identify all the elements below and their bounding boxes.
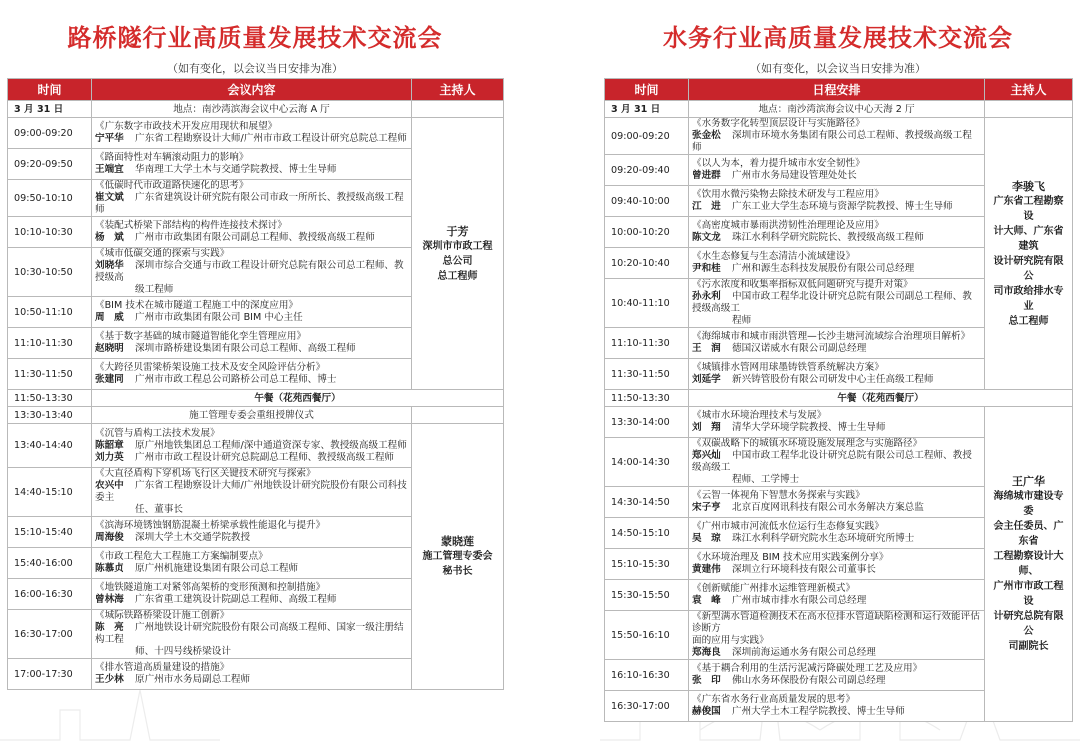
- speaker-desc: 深圳市路桥建设集团有限公司总工程师、高级工程师: [135, 343, 356, 354]
- session-time: 15:30-15:50: [605, 580, 689, 611]
- speaker-line: [95, 452, 408, 464]
- left-agenda-table: [7, 78, 504, 690]
- date-row: [8, 101, 504, 118]
- speaker-name: 曾进群: [692, 170, 721, 181]
- session-time: 09:20-09:40: [605, 155, 689, 186]
- speaker-name: 江 进: [692, 201, 721, 212]
- speaker-line: [95, 133, 408, 145]
- speaker-desc: 北京百度网讯科技有限公司水务解决方案总监: [732, 502, 924, 513]
- session-time: 10:30-10:50: [8, 248, 92, 297]
- session-time: 15:50-16:10: [605, 611, 689, 660]
- host-blank-cell: [985, 101, 1073, 118]
- host-title-line: 会主任委员、广东省: [993, 521, 1064, 547]
- session-title: 《沉管与盾构工法技术发展》: [95, 427, 220, 439]
- host-title-line: 总工程师: [1008, 315, 1049, 327]
- host-title-line: 司市政给排水专业: [993, 285, 1064, 312]
- session-time: 09:40-10:00: [605, 186, 689, 217]
- speaker-desc: 广东省工程勘察设计大师/广州地铁设计研究院股份有限公司科技委主: [95, 480, 407, 503]
- host-cell-afternoon: [985, 407, 1073, 722]
- speaker-line: [95, 504, 408, 516]
- session-title: 《创新赋能广州排水运维管理新模式》: [692, 583, 856, 594]
- venue-cell: 地点：南沙湾滨海会议中心天海 2 厅: [689, 101, 985, 118]
- speaker-line: [692, 263, 981, 275]
- speaker-line: [692, 635, 981, 647]
- session-title: 《饮用水微污染物去除技术研发与工程应用》: [692, 189, 884, 200]
- session-title: 《大直径盾构下穿机场飞行区关键技术研究与探索》: [95, 468, 316, 479]
- speaker-name: 赫俊国: [692, 706, 721, 717]
- host-title-line: 计大师、广东省建筑: [993, 225, 1064, 252]
- session-time: 10:00-10:20: [605, 217, 689, 248]
- session-title: 《市政工程危大工程施工方案编制要点》: [95, 551, 268, 562]
- speaker-name: 郑兴灿: [692, 450, 721, 461]
- session-time: 16:30-17:00: [605, 691, 689, 722]
- session-content: [689, 487, 985, 518]
- speaker-line: [95, 563, 408, 575]
- session-content: [689, 217, 985, 248]
- speaker-desc: 广州和源生态科技发展股份有限公司总经理: [732, 263, 915, 274]
- speaker-line: [692, 474, 981, 486]
- speaker-desc: 深圳前海运通水务有限公司总经理: [732, 647, 876, 658]
- speaker-desc: 深圳市综合交通与市政工程设计研究总院有限公司总工程师、教授级高: [95, 260, 404, 283]
- date-cell: 3 月 31 日: [605, 101, 689, 118]
- host-name: 蒙晓莲: [441, 535, 474, 548]
- session-content: [92, 579, 412, 610]
- speaker-line: [692, 291, 981, 315]
- left-agenda-panel: [7, 0, 503, 690]
- speaker-name: 吴 琼: [692, 533, 721, 544]
- session-title: 《大跨径贝雷梁桥架设施工技术及安全风险评估分析》: [95, 362, 326, 373]
- session-content: [92, 149, 412, 180]
- session-title: 《以人为本，着力提升城市水安全韧性》: [692, 158, 865, 169]
- speaker-desc: 程师、工学博士: [732, 474, 800, 485]
- speaker-name: 陈 亮: [95, 622, 124, 633]
- speaker-name: 刘 翔: [692, 422, 721, 433]
- speaker-desc: 广州市市政工程总公司路桥公司总工程师、博士: [135, 374, 337, 385]
- speaker-desc: 德国汉诺威水有限公司副总经理: [732, 343, 867, 354]
- speaker-name: 王端宜: [95, 164, 124, 175]
- session-time: 09:50-10:10: [8, 180, 92, 217]
- header-content: 会议内容: [92, 79, 412, 101]
- session-time: 15:40-16:00: [8, 548, 92, 579]
- speaker-line: [692, 647, 981, 659]
- session-title: 《新型满水管道检测技术在高水位排水管道缺陷检测和运行效能评估诊断方: [692, 611, 980, 634]
- ceremony-row: [8, 407, 504, 424]
- right-conference-title: 水务行业高质量发展技术交流会: [663, 24, 1013, 52]
- speaker-line: [692, 343, 981, 355]
- speaker-desc: 中国市政工程华北设计研究总院有限公司副总工程师、教授级高级工: [692, 291, 972, 314]
- speaker-desc: 广东省重工建筑设计院副总工程师、高级工程师: [135, 594, 337, 605]
- session-time: 11:10-11:30: [8, 328, 92, 359]
- speaker-desc: 任、董事长: [135, 504, 183, 515]
- session-content: [92, 180, 412, 217]
- host-name: 王广华: [1012, 475, 1045, 488]
- speaker-name: 曾林海: [95, 594, 124, 605]
- host-title-line: 设计研究院有限公: [993, 255, 1064, 282]
- session-time: 09:00-09:20: [8, 118, 92, 149]
- speaker-desc: 师、十四号线桥梁设计: [135, 646, 231, 657]
- speaker-desc: 广州市城市排水有限公司总经理: [732, 595, 867, 606]
- speaker-desc: 广州市水务局建设管理处处长: [732, 170, 857, 181]
- session-content: [689, 691, 985, 722]
- speaker-name: 陈慕贞: [95, 563, 124, 574]
- session-content: [689, 407, 985, 438]
- speaker-desc: 广东省建筑设计研究院有限公司市政一所所长、教授级高级工程师: [95, 192, 404, 215]
- host-blank-cell: [412, 101, 504, 118]
- header-host: 主持人: [985, 79, 1073, 101]
- ceremony-cell: 施工管理专委会重组授牌仪式: [92, 407, 412, 424]
- session-content: [689, 186, 985, 217]
- session-content: [689, 580, 985, 611]
- speaker-desc: 中国市政工程华北设计研究总院有限公司总工程师、教授级高级工: [692, 450, 972, 473]
- session-title: 《广东省水务行业高质量发展的思考》: [692, 694, 856, 705]
- session-time: 16:10-16:30: [605, 660, 689, 691]
- speaker-line: [692, 595, 981, 607]
- speaker-name: 赵晓明: [95, 343, 124, 354]
- speaker-desc: 广州市市政集团有限公司 BIM 中心主任: [135, 312, 303, 323]
- session-title: 《低碳时代市政道路快速化的思考》: [95, 180, 249, 191]
- session-title: 《高密度城市暴雨洪涝韧性治理理论及应用》: [692, 220, 884, 231]
- session-title: 《海绵城市和城市雨洪管理—长沙圭塘河流域综合治理项目解析》: [692, 331, 971, 342]
- speaker-desc: 广东省工程勘察设计大师/广州市市政工程设计研究总院总工程师: [135, 133, 407, 144]
- speaker-line: [95, 232, 408, 244]
- speaker-desc: 华南理工大学土木与交通学院教授、博士生导师: [135, 164, 337, 175]
- session-content: [689, 248, 985, 279]
- session-time: 11:30-11:50: [605, 359, 689, 390]
- header-schedule: 日程安排: [689, 79, 985, 101]
- speaker-line: [692, 130, 981, 154]
- session-content: [92, 359, 412, 390]
- speaker-line: [692, 564, 981, 576]
- session-time: 15:10-15:30: [605, 549, 689, 580]
- session-content: [689, 155, 985, 186]
- right-agenda-table: [604, 78, 1073, 722]
- session-content: [689, 611, 985, 660]
- session-title: 《城市低碳交通的探索与实践》: [95, 248, 230, 259]
- host-cell-morning: [985, 118, 1073, 390]
- host-title-line: 施工管理专委会: [422, 551, 493, 562]
- lunch-time: 11:50-13:30: [605, 390, 689, 407]
- table-row: [8, 118, 504, 149]
- table-row: [605, 118, 1073, 155]
- speaker-line: [95, 480, 408, 504]
- session-title: 《水环境治理及 BIM 技术应用实践案例分享》: [692, 552, 889, 563]
- speaker-name: 孙永利: [692, 291, 721, 302]
- speaker-line: [95, 594, 408, 606]
- speaker-desc: 原广州地铁集团总工程师/深中通道资深专家、教授级高级工程师: [135, 439, 407, 451]
- speaker-line: [692, 450, 981, 474]
- speaker-desc: 佛山水务环保股份有限公司副总经理: [732, 675, 886, 686]
- speaker-desc: 珠江水利科学研究院水生态环境研究所博士: [732, 533, 915, 544]
- session-title: 《城际铁路桥梁设计施工创新》: [95, 610, 230, 621]
- session-time: 10:40-11:10: [605, 279, 689, 328]
- speaker-line: [95, 260, 408, 284]
- host-title-line: 工程勘察设计大师、: [993, 551, 1064, 577]
- speaker-line: [95, 343, 408, 355]
- speaker-line: [95, 192, 408, 216]
- host-title-line: 海绵城市建设专委: [993, 491, 1064, 517]
- session-title: 《地铁隧道施工对紧邻高架桥的变形预测和控制措施》: [95, 582, 326, 593]
- speaker-name: 陈文龙: [692, 232, 721, 243]
- host-title-line: 总工程师: [437, 270, 478, 282]
- host-title-line: 计研究总院有限公: [993, 611, 1064, 637]
- speaker-desc: 广东工业大学生态环境与资源学院教授、博士生导师: [732, 201, 953, 212]
- speaker-line: [692, 232, 981, 244]
- session-content: [92, 248, 412, 297]
- speaker-desc: 原广州机施建设集团有限公司总工程师: [135, 563, 299, 574]
- session-time: 16:00-16:30: [8, 579, 92, 610]
- speaker-line: [692, 422, 981, 434]
- speaker-name: 刘晓华: [95, 260, 124, 271]
- session-content: [92, 297, 412, 328]
- ceremony-time: 13:30-13:40: [8, 407, 92, 424]
- speaker-name: 杨 斌: [95, 232, 124, 243]
- session-content: [689, 518, 985, 549]
- speaker-desc: 深圳大学土木交通学院教授: [135, 532, 251, 543]
- host-blank-cell: [412, 407, 504, 424]
- host-title-line: 广东省工程勘察设: [993, 195, 1064, 222]
- session-content: [92, 517, 412, 548]
- session-content: [92, 424, 412, 468]
- speaker-desc: 广州市市政工程设计研究总院副总工程师、教授级高级工程师: [135, 451, 395, 463]
- speaker-desc: 深圳立行环境科技有限公司董事长: [732, 564, 876, 575]
- session-time: 10:50-11:10: [8, 297, 92, 328]
- session-content: [92, 217, 412, 248]
- session-content: [689, 279, 985, 328]
- speaker-name: 周海俊: [95, 532, 124, 543]
- speaker-line: [95, 284, 408, 296]
- speaker-name: 王 润: [692, 343, 721, 354]
- lunch-row: [605, 390, 1073, 407]
- speaker-line: [692, 533, 981, 545]
- session-title: 《城市水环境治理技术与发展》: [692, 410, 827, 421]
- speaker-name: 周 威: [95, 312, 124, 323]
- date-cell: 3 月 31 日: [8, 101, 92, 118]
- session-time: 17:00-17:30: [8, 659, 92, 690]
- date-row: [605, 101, 1073, 118]
- speaker-desc: 原广州市水务局副总工程师: [135, 674, 251, 685]
- speaker-name: 郑海良: [692, 647, 721, 658]
- speaker-name: 宋子亨: [692, 502, 721, 513]
- speaker-line: [692, 706, 981, 718]
- speaker-line: [692, 675, 981, 687]
- left-conference-subtitle: （如有变化，以会议当日安排为准）: [167, 62, 343, 75]
- table-header-row: [605, 79, 1073, 101]
- host-title-line: 广州市市政工程设: [993, 581, 1064, 607]
- session-title: 《城镇排水管网用球墨铸铁管系统解决方案》: [692, 362, 884, 373]
- session-title: 《水务数字化转型顶层设计与实施路径》: [692, 118, 865, 129]
- host-name: 于芳: [446, 224, 469, 238]
- speaker-desc: 广州地铁设计研究院股份有限公司高级工程师、国家一级注册结构工程: [95, 622, 404, 645]
- session-time: 09:20-09:50: [8, 149, 92, 180]
- session-time: 14:50-15:10: [605, 518, 689, 549]
- session-time: 10:20-10:40: [605, 248, 689, 279]
- session-title: 《水生态修复与生态清洁小流域建设》: [692, 251, 856, 262]
- venue-cell: 地点：南沙湾滨海会议中心云海 A 厅: [92, 101, 412, 118]
- speaker-desc: 深圳市环境水务集团有限公司总工程师、教授级高级工程师: [692, 130, 972, 153]
- host-title-line: 总公司: [442, 255, 473, 267]
- speaker-line: [95, 440, 408, 452]
- session-title: 《路面特性对车辆滚动阻力的影响》: [95, 152, 249, 163]
- speaker-line: [95, 646, 408, 658]
- lunch-row: [8, 390, 504, 407]
- speaker-line: [692, 374, 981, 386]
- session-title: 《基于耦合利用的生活污泥减污降碳处理工艺及应用》: [692, 663, 923, 674]
- speaker-name: 宁平华: [95, 133, 124, 144]
- speaker-desc: 广州市市政集团有限公司副总工程师、教授级高级工程师: [135, 232, 375, 243]
- speaker-name: 王少林: [95, 674, 124, 685]
- session-content: [92, 548, 412, 579]
- speaker-line: [692, 201, 981, 213]
- speaker-line: [692, 170, 981, 182]
- speaker-line: [95, 312, 408, 324]
- session-time: 13:30-14:00: [605, 407, 689, 438]
- speaker-line: [95, 622, 408, 646]
- speaker-name: 农兴中: [95, 480, 124, 491]
- session-content: [92, 659, 412, 690]
- right-agenda-panel: [604, 0, 1072, 722]
- session-time: 16:30-17:00: [8, 610, 92, 659]
- header-time: 时间: [605, 79, 689, 101]
- session-time: 11:30-11:50: [8, 359, 92, 390]
- speaker-name: 刘力英: [95, 451, 124, 463]
- session-title: 《广州市城市河流低水位运行生态修复实践》: [692, 521, 884, 532]
- session-content: [92, 610, 412, 659]
- session-time: 14:40-15:10: [8, 468, 92, 517]
- speaker-name: 黄建伟: [692, 564, 721, 575]
- speaker-line: [95, 164, 408, 176]
- header-time: 时间: [8, 79, 92, 101]
- host-cell-afternoon: [412, 424, 504, 690]
- session-content: [689, 438, 985, 487]
- lunch-time: 11:50-13:30: [8, 390, 92, 407]
- speaker-desc: 清华大学环境学院教授、博士生导师: [732, 422, 886, 433]
- speaker-name: 张建同: [95, 374, 124, 385]
- speaker-line: [692, 315, 981, 327]
- session-title: 《污水浓度和收集率指标双低问题研究与提升对策》: [692, 279, 913, 290]
- session-content: [689, 118, 985, 155]
- session-time: 10:10-10:30: [8, 217, 92, 248]
- speaker-line: [95, 532, 408, 544]
- speaker-name: 刘延学: [692, 374, 721, 385]
- speaker-desc: 珠江水利科学研究院院长、教授级高级工程师: [732, 232, 924, 243]
- session-time: 13:40-14:40: [8, 424, 92, 468]
- session-title: 《装配式桥梁下部结构的构件连接技术探讨》: [95, 220, 287, 231]
- session-content: [689, 660, 985, 691]
- session-title: 《滨海环境锈蚀钢筋混凝土桥梁承载性能退化与提升》: [95, 520, 326, 531]
- header-host: 主持人: [412, 79, 504, 101]
- host-title-line: 秘书长: [442, 566, 473, 577]
- session-time: 14:00-14:30: [605, 438, 689, 487]
- session-title: 《BIM 技术在城市隧道工程施工中的深度应用》: [95, 300, 299, 311]
- session-content: [92, 118, 412, 149]
- right-conference-subtitle: （如有变化，以会议当日安排为准）: [750, 62, 926, 75]
- session-title: 《广东数字市政技术开发应用现状和展望》: [95, 121, 278, 132]
- session-content: [92, 328, 412, 359]
- session-time: 11:10-11:30: [605, 328, 689, 359]
- table-header-row: [8, 79, 504, 101]
- session-time: 14:30-14:50: [605, 487, 689, 518]
- lunch-cell: 午餐（花苑西餐厅）: [92, 390, 504, 407]
- session-content: [689, 549, 985, 580]
- host-title-line: 司副院长: [1008, 641, 1049, 652]
- table-row: [8, 424, 504, 468]
- lunch-cell: 午餐（花苑西餐厅）: [689, 390, 1073, 407]
- speaker-desc: 程师: [732, 315, 752, 326]
- session-time: 15:10-15:40: [8, 517, 92, 548]
- speaker-name: 袁 峰: [692, 595, 721, 606]
- left-conference-title: 路桥隧行业高质量发展技术交流会: [67, 24, 443, 52]
- session-content: [689, 359, 985, 390]
- speaker-name: 尹和桂: [692, 263, 721, 274]
- speaker-desc: 新兴铸管股份有限公司研发中心主任高级工程师: [732, 374, 934, 385]
- session-title: 《基于数字基础的城市隧道智能化孪生管理应用》: [95, 331, 307, 342]
- host-cell-morning: [412, 118, 504, 390]
- speaker-desc: 级工程师: [135, 284, 174, 295]
- session-content: [689, 328, 985, 359]
- speaker-name: 张 印: [692, 675, 721, 686]
- speaker-line: [95, 674, 408, 686]
- speaker-name: 崔文斌: [95, 192, 124, 203]
- speaker-name: 张金松: [692, 130, 721, 141]
- speaker-name: 陈韶章: [95, 439, 124, 451]
- host-name: 李骏飞: [1012, 179, 1045, 193]
- table-row: [605, 407, 1073, 438]
- speaker-line: [692, 502, 981, 514]
- session-time: 09:00-09:20: [605, 118, 689, 155]
- host-title-line: 深圳市市政工程: [422, 240, 493, 252]
- speaker-desc: 广州大学土木工程学院教授、博士生导师: [732, 706, 905, 717]
- speaker-desc: 面的应用与实践》: [692, 635, 769, 646]
- session-content: [92, 468, 412, 517]
- session-title: 《云智一体视角下智慧水务探索与实践》: [692, 490, 865, 501]
- session-title: 《双碳战略下的城镇水环境设施发展理念与实施路径》: [692, 438, 923, 449]
- session-title: 《排水管道高质量建设的措施》: [95, 662, 230, 673]
- speaker-line: [95, 374, 408, 386]
